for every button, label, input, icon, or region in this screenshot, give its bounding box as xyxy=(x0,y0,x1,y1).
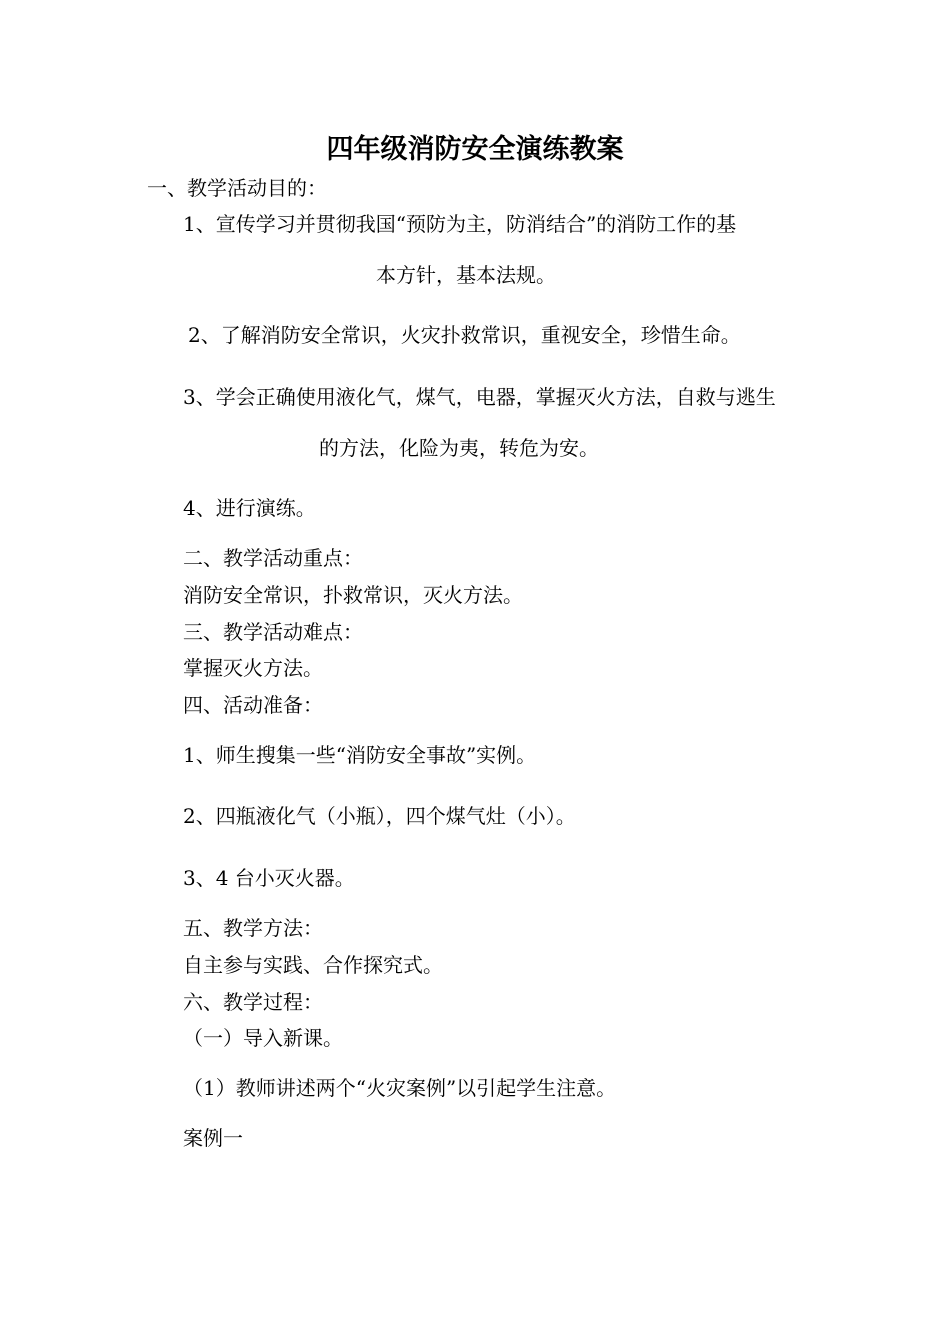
section-heading-focus: 二、教学活动重点： xyxy=(183,546,363,570)
objective-item-2: 2、了解消防安全常识，火灾扑救常识，重视安全，珍惜生命。 xyxy=(188,323,741,347)
process-item-1: （1）教师讲述两个“火灾案例”以引起学生注意。 xyxy=(183,1076,617,1100)
objective-item-3-line-2: 的方法，化险为夷，转危为安。 xyxy=(319,436,599,460)
preparation-item-3: 3、4 台小灭火器。 xyxy=(183,866,355,890)
preparation-item-1: 1、师生搜集一些“消防安全事故”实例。 xyxy=(183,743,537,767)
section-heading-method: 五、教学方法： xyxy=(183,916,323,940)
objective-item-1-line-1: 1、宣传学习并贯彻我国“预防为主，防消结合”的消防工作的基 xyxy=(183,212,737,236)
objective-item-1-line-2: 本方针，基本法规。 xyxy=(376,263,556,287)
method-content: 自主参与实践、合作探究式。 xyxy=(183,953,443,977)
case-1-heading: 案例一 xyxy=(183,1126,243,1150)
process-subsection-1: （一）导入新课。 xyxy=(183,1026,343,1050)
focus-content: 消防安全常识，扑救常识，灭火方法。 xyxy=(183,583,523,607)
section-heading-preparation: 四、活动准备： xyxy=(183,693,323,717)
objective-item-3-line-1: 3、学会正确使用液化气，煤气，电器，掌握灭火方法，自救与逃生 xyxy=(183,385,776,409)
objective-item-4: 4、进行演练。 xyxy=(183,496,316,520)
document-title: 四年级消防安全演练教案 xyxy=(326,134,624,165)
section-heading-process: 六、教学过程： xyxy=(183,990,323,1014)
preparation-item-2: 2、四瓶液化气（小瓶），四个煤气灶（小）。 xyxy=(183,804,576,828)
difficulty-content: 掌握灭火方法。 xyxy=(183,656,323,680)
section-heading-objectives: 一、教学活动目的： xyxy=(147,176,327,200)
section-heading-difficulty: 三、教学活动难点： xyxy=(183,620,363,644)
